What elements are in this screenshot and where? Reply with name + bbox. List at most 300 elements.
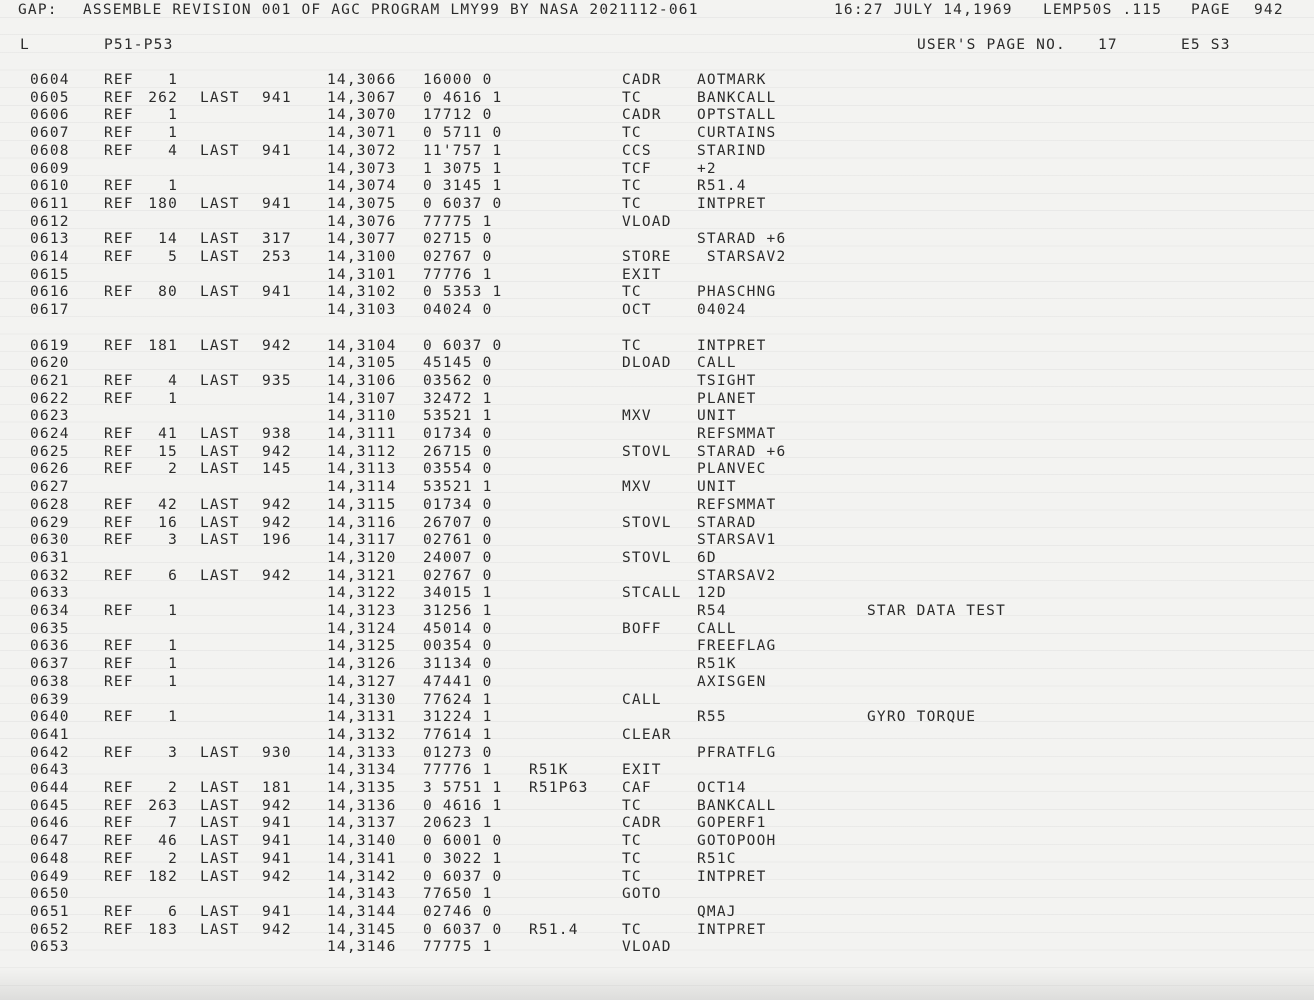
listing-row bbox=[0, 461, 1314, 478]
operand: AOTMARK bbox=[697, 72, 767, 88]
opcode: MXV bbox=[622, 479, 652, 496]
octal-value: 0 6001 0 bbox=[423, 833, 503, 850]
operand: OPTSTALL bbox=[697, 107, 777, 124]
line-number: 0625 bbox=[30, 443, 70, 460]
ref-keyword: REF bbox=[104, 744, 134, 761]
operand: STARSAV2 bbox=[697, 249, 787, 265]
last-keyword: LAST bbox=[200, 532, 240, 549]
listing-row bbox=[0, 674, 1314, 691]
ref-count: 1 bbox=[168, 72, 178, 88]
address: 14,3114 bbox=[327, 479, 397, 496]
ref-count: 41 bbox=[158, 426, 178, 442]
operand: PLANVEC bbox=[697, 461, 767, 478]
address: 14,3072 bbox=[327, 142, 397, 159]
ref-count: 4 bbox=[168, 142, 178, 159]
line-number: 0615 bbox=[30, 266, 70, 283]
last-page: 941 bbox=[262, 833, 292, 850]
last-keyword: LAST bbox=[200, 496, 240, 513]
opcode: CCS bbox=[622, 142, 652, 159]
ref-keyword: REF bbox=[104, 850, 134, 867]
line-number: 0607 bbox=[30, 125, 70, 142]
listing-row bbox=[0, 479, 1314, 496]
opcode: TC bbox=[622, 195, 642, 212]
ref-keyword: REF bbox=[104, 673, 134, 690]
ref-count: 4 bbox=[168, 372, 178, 389]
opcode: STORE bbox=[622, 249, 672, 265]
address: 14,3131 bbox=[327, 709, 397, 726]
operand: BANKCALL bbox=[697, 89, 777, 106]
address: 14,3111 bbox=[327, 426, 397, 442]
octal-value: 0 3145 1 bbox=[423, 178, 503, 195]
line-number: 0614 bbox=[30, 249, 70, 265]
last-page: 942 bbox=[262, 567, 292, 584]
line-number: 0643 bbox=[30, 762, 70, 779]
address: 14,3074 bbox=[327, 178, 397, 195]
operand: REFSMMAT bbox=[697, 426, 777, 442]
listing-row bbox=[0, 107, 1314, 124]
last-keyword: LAST bbox=[200, 231, 240, 248]
address: 14,3104 bbox=[327, 337, 397, 354]
octal-value: 03554 0 bbox=[423, 461, 493, 478]
octal-value: 34015 1 bbox=[423, 585, 493, 602]
ref-count: 181 bbox=[148, 337, 178, 354]
listing-row bbox=[0, 568, 1314, 585]
octal-value: 0 5353 1 bbox=[423, 284, 503, 301]
ref-count: 14 bbox=[158, 231, 178, 248]
address: 14,3102 bbox=[327, 284, 397, 301]
ref-count: 1 bbox=[168, 656, 178, 673]
line-number: 0627 bbox=[30, 479, 70, 496]
octal-value: 16000 0 bbox=[423, 72, 493, 88]
listing-row bbox=[0, 603, 1314, 620]
opcode: TC bbox=[622, 337, 642, 354]
ref-count: 3 bbox=[168, 532, 178, 549]
octal-value: 0 6037 0 bbox=[423, 337, 503, 354]
listing-row bbox=[0, 408, 1314, 425]
octal-value: 3 5751 1 bbox=[423, 780, 503, 796]
octal-value: 31256 1 bbox=[423, 603, 493, 619]
ref-count: 1 bbox=[168, 709, 178, 726]
last-page: 941 bbox=[262, 850, 292, 867]
assembly-datetime: 16:27 JULY 14,1969 bbox=[834, 2, 1013, 18]
ref-keyword: REF bbox=[104, 603, 134, 619]
last-keyword: LAST bbox=[200, 284, 240, 301]
users-page-label: USER'S PAGE NO. bbox=[917, 37, 1066, 53]
opcode: CADR bbox=[622, 72, 662, 88]
line-number: 0633 bbox=[30, 585, 70, 602]
operand: R51K bbox=[697, 656, 737, 673]
assembly-title: ASSEMBLE REVISION 001 OF AGC PROGRAM LMY99 BY NASA 2021112-061 bbox=[83, 2, 699, 18]
address: 14,3146 bbox=[327, 939, 397, 956]
line-number: 0623 bbox=[30, 408, 70, 425]
listing-row bbox=[0, 231, 1314, 248]
ref-keyword: REF bbox=[104, 567, 134, 584]
last-keyword: LAST bbox=[200, 903, 240, 920]
octal-value: 0 6037 0 bbox=[423, 195, 503, 212]
address: 14,3137 bbox=[327, 815, 397, 832]
column-l-label: L bbox=[20, 37, 30, 53]
address: 14,3073 bbox=[327, 160, 397, 177]
address: 14,3067 bbox=[327, 89, 397, 106]
octal-value: 26715 0 bbox=[423, 443, 493, 460]
octal-value: 00354 0 bbox=[423, 638, 493, 655]
ref-keyword: REF bbox=[104, 709, 134, 726]
line-number: 0619 bbox=[30, 337, 70, 354]
ref-count: 182 bbox=[148, 868, 178, 885]
listing-row bbox=[0, 833, 1314, 850]
octal-value: 02746 0 bbox=[423, 903, 493, 920]
operand: PFRATFLG bbox=[697, 744, 777, 761]
opcode: TC bbox=[622, 921, 642, 938]
ref-keyword: REF bbox=[104, 142, 134, 159]
last-keyword: LAST bbox=[200, 142, 240, 159]
listing-row bbox=[0, 391, 1314, 408]
address: 14,3125 bbox=[327, 638, 397, 655]
octal-value: 45014 0 bbox=[423, 620, 493, 637]
operand: UNIT bbox=[697, 408, 737, 425]
ref-keyword: REF bbox=[104, 426, 134, 442]
octal-value: 77775 1 bbox=[423, 939, 493, 956]
ref-keyword: REF bbox=[104, 231, 134, 248]
last-keyword: LAST bbox=[200, 337, 240, 354]
octal-value: 02767 0 bbox=[423, 567, 493, 584]
address: 14,3123 bbox=[327, 603, 397, 619]
octal-value: 02715 0 bbox=[423, 231, 493, 248]
octal-value: 0 3022 1 bbox=[423, 850, 503, 867]
listing-row bbox=[0, 656, 1314, 673]
operand: +2 bbox=[697, 160, 717, 177]
line-number: 0617 bbox=[30, 302, 70, 319]
opcode: TC bbox=[622, 178, 642, 195]
line-number: 0622 bbox=[30, 390, 70, 407]
ref-keyword: REF bbox=[104, 390, 134, 407]
address: 14,3070 bbox=[327, 107, 397, 124]
listing-row bbox=[0, 886, 1314, 903]
listing-row bbox=[0, 444, 1314, 461]
last-keyword: LAST bbox=[200, 850, 240, 867]
ref-keyword: REF bbox=[104, 797, 134, 814]
address: 14,3135 bbox=[327, 780, 397, 796]
line-number: 0605 bbox=[30, 89, 70, 106]
address: 14,3110 bbox=[327, 408, 397, 425]
ref-keyword: REF bbox=[104, 461, 134, 478]
line-number: 0606 bbox=[30, 107, 70, 124]
listing-row bbox=[0, 780, 1314, 797]
ref-keyword: REF bbox=[104, 249, 134, 265]
last-keyword: LAST bbox=[200, 461, 240, 478]
last-page: 942 bbox=[262, 443, 292, 460]
ref-keyword: REF bbox=[104, 195, 134, 212]
last-keyword: LAST bbox=[200, 514, 240, 531]
octal-value: 32472 1 bbox=[423, 390, 493, 407]
last-keyword: LAST bbox=[200, 372, 240, 389]
listing-row bbox=[0, 745, 1314, 762]
opcode: TC bbox=[622, 284, 642, 301]
last-page: 941 bbox=[262, 815, 292, 832]
opcode: CADR bbox=[622, 815, 662, 832]
last-keyword: LAST bbox=[200, 249, 240, 265]
ref-count: 6 bbox=[168, 567, 178, 584]
operand: 04024 bbox=[697, 302, 747, 319]
address: 14,3075 bbox=[327, 195, 397, 212]
ref-count: 262 bbox=[148, 89, 178, 106]
last-page: 942 bbox=[262, 514, 292, 531]
operand: OCT14 bbox=[697, 780, 747, 796]
last-keyword: LAST bbox=[200, 797, 240, 814]
octal-value: 45145 0 bbox=[423, 355, 493, 372]
address: 14,3105 bbox=[327, 355, 397, 372]
octal-value: 02761 0 bbox=[423, 532, 493, 549]
octal-value: 03562 0 bbox=[423, 372, 493, 389]
line-number: 0608 bbox=[30, 142, 70, 159]
operand: CURTAINS bbox=[697, 125, 777, 142]
opcode: TC bbox=[622, 797, 642, 814]
address: 14,3124 bbox=[327, 620, 397, 637]
listing-row bbox=[0, 532, 1314, 549]
address: 14,3132 bbox=[327, 726, 397, 743]
ref-keyword: REF bbox=[104, 532, 134, 549]
line-number: 0611 bbox=[30, 195, 70, 212]
octal-value: 31134 0 bbox=[423, 656, 493, 673]
opcode: STCALL bbox=[622, 585, 682, 602]
address: 14,3106 bbox=[327, 372, 397, 389]
address: 14,3141 bbox=[327, 850, 397, 867]
octal-value: 77775 1 bbox=[423, 213, 493, 230]
operand: TSIGHT bbox=[697, 372, 757, 389]
address: 14,3115 bbox=[327, 496, 397, 513]
octal-value: 77776 1 bbox=[423, 762, 493, 779]
last-page: 935 bbox=[262, 372, 292, 389]
line-number: 0632 bbox=[30, 567, 70, 584]
listing-row bbox=[0, 585, 1314, 602]
last-page: 938 bbox=[262, 426, 292, 442]
ref-count: 15 bbox=[158, 443, 178, 460]
listing-row bbox=[0, 727, 1314, 744]
last-page: 196 bbox=[262, 532, 292, 549]
operand: R51C bbox=[697, 850, 737, 867]
ref-count: 263 bbox=[148, 797, 178, 814]
last-page: 941 bbox=[262, 903, 292, 920]
listing-row bbox=[0, 249, 1314, 266]
listing-row bbox=[0, 178, 1314, 195]
line-number: 0648 bbox=[30, 850, 70, 867]
last-page: 253 bbox=[262, 249, 292, 265]
octal-value: 04024 0 bbox=[423, 302, 493, 319]
operand: R54 bbox=[697, 603, 727, 619]
operand: CALL bbox=[697, 355, 737, 372]
ref-count: 80 bbox=[158, 284, 178, 301]
opcode: EXIT bbox=[622, 266, 662, 283]
address: 14,3100 bbox=[327, 249, 397, 265]
line-number: 0647 bbox=[30, 833, 70, 850]
ref-count: 5 bbox=[168, 249, 178, 265]
ref-count: 183 bbox=[148, 921, 178, 938]
last-page: 942 bbox=[262, 496, 292, 513]
last-page: 145 bbox=[262, 461, 292, 478]
operand: QMAJ bbox=[697, 903, 737, 920]
last-keyword: LAST bbox=[200, 567, 240, 584]
address: 14,3122 bbox=[327, 585, 397, 602]
operand: R55 bbox=[697, 709, 727, 726]
ref-count: 16 bbox=[158, 514, 178, 531]
ref-keyword: REF bbox=[104, 372, 134, 389]
last-keyword: LAST bbox=[200, 426, 240, 442]
address: 14,3112 bbox=[327, 443, 397, 460]
ref-keyword: REF bbox=[104, 514, 134, 531]
operand: CALL bbox=[697, 620, 737, 637]
address: 14,3133 bbox=[327, 744, 397, 761]
address: 14,3121 bbox=[327, 567, 397, 584]
octal-value: 17712 0 bbox=[423, 107, 493, 124]
listing-row bbox=[0, 815, 1314, 832]
symbol-label: R51P63 bbox=[529, 780, 589, 796]
opcode: CAF bbox=[622, 780, 652, 796]
operand: 6D bbox=[697, 549, 717, 566]
last-keyword: LAST bbox=[200, 744, 240, 761]
ref-count: 46 bbox=[158, 833, 178, 850]
line-number: 0645 bbox=[30, 797, 70, 814]
listing-row bbox=[0, 426, 1314, 443]
ref-count: 2 bbox=[168, 461, 178, 478]
octal-value: 0 6037 0 bbox=[423, 868, 503, 885]
operand: GOTOPOOH bbox=[697, 833, 777, 850]
operand: R51.4 bbox=[697, 178, 747, 195]
ref-keyword: REF bbox=[104, 125, 134, 142]
ref-keyword: REF bbox=[104, 72, 134, 88]
address: 14,3113 bbox=[327, 461, 397, 478]
line-number: 0651 bbox=[30, 903, 70, 920]
line-number: 0646 bbox=[30, 815, 70, 832]
address: 14,3120 bbox=[327, 549, 397, 566]
last-page: 942 bbox=[262, 797, 292, 814]
octal-value: 0 6037 0 bbox=[423, 921, 503, 938]
ref-keyword: REF bbox=[104, 780, 134, 796]
operand: AXISGEN bbox=[697, 673, 767, 690]
operand: FREEFLAG bbox=[697, 638, 777, 655]
listing-row bbox=[0, 161, 1314, 178]
section-name: P51-P53 bbox=[104, 37, 174, 53]
line-number: 0634 bbox=[30, 603, 70, 619]
octal-value: 47441 0 bbox=[423, 673, 493, 690]
line-number: 0631 bbox=[30, 549, 70, 566]
line-number: 0629 bbox=[30, 514, 70, 531]
address: 14,3136 bbox=[327, 797, 397, 814]
last-keyword: LAST bbox=[200, 780, 240, 796]
operand: STARIND bbox=[697, 142, 767, 159]
line-number: 0637 bbox=[30, 656, 70, 673]
opcode: TC bbox=[622, 125, 642, 142]
address: 14,3130 bbox=[327, 691, 397, 708]
operand: STARAD +6 bbox=[697, 443, 787, 460]
ref-count: 180 bbox=[148, 195, 178, 212]
operand: INTPRET bbox=[697, 921, 767, 938]
address: 14,3107 bbox=[327, 390, 397, 407]
line-number: 0626 bbox=[30, 461, 70, 478]
operand: STARAD bbox=[697, 514, 757, 531]
address: 14,3126 bbox=[327, 656, 397, 673]
line-number: 0628 bbox=[30, 496, 70, 513]
last-page: 942 bbox=[262, 868, 292, 885]
operand: STARAD +6 bbox=[697, 231, 787, 248]
ref-keyword: REF bbox=[104, 656, 134, 673]
listing-row bbox=[0, 692, 1314, 709]
octal-value: 0 4616 1 bbox=[423, 89, 503, 106]
line-number: 0639 bbox=[30, 691, 70, 708]
page-header bbox=[0, 2, 1314, 20]
operand: PLANET bbox=[697, 390, 757, 407]
last-page: 942 bbox=[262, 337, 292, 354]
ref-keyword: REF bbox=[104, 443, 134, 460]
operand: UNIT bbox=[697, 479, 737, 496]
line-number: 0641 bbox=[30, 726, 70, 743]
ref-keyword: REF bbox=[104, 107, 134, 124]
line-number: 0640 bbox=[30, 709, 70, 726]
opcode: TC bbox=[622, 833, 642, 850]
line-number: 0636 bbox=[30, 638, 70, 655]
last-keyword: LAST bbox=[200, 443, 240, 460]
ref-keyword: REF bbox=[104, 337, 134, 354]
address: 14,3142 bbox=[327, 868, 397, 885]
operand: INTPRET bbox=[697, 337, 767, 354]
opcode: VLOAD bbox=[622, 939, 672, 956]
ref-count: 2 bbox=[168, 780, 178, 796]
symbol-label: R51K bbox=[529, 762, 569, 779]
operand: GOPERF1 bbox=[697, 815, 767, 832]
line-number: 0612 bbox=[30, 213, 70, 230]
opcode: EXIT bbox=[622, 762, 662, 779]
ref-count: 3 bbox=[168, 744, 178, 761]
address: 14,3103 bbox=[327, 302, 397, 319]
address: 14,3140 bbox=[327, 833, 397, 850]
address: 14,3101 bbox=[327, 266, 397, 283]
operand: INTPRET bbox=[697, 868, 767, 885]
opcode: CALL bbox=[622, 691, 662, 708]
listing-row bbox=[0, 143, 1314, 160]
listing-row bbox=[0, 939, 1314, 956]
ref-keyword: REF bbox=[104, 833, 134, 850]
ref-count: 42 bbox=[158, 496, 178, 513]
ref-count: 1 bbox=[168, 673, 178, 690]
last-page: 930 bbox=[262, 744, 292, 761]
address: 14,3066 bbox=[327, 72, 397, 88]
line-number: 0620 bbox=[30, 355, 70, 372]
listing-row bbox=[0, 302, 1314, 319]
page-label: PAGE bbox=[1191, 2, 1231, 18]
listing-row bbox=[0, 798, 1314, 815]
address: 14,3117 bbox=[327, 532, 397, 549]
page-number: 942 bbox=[1254, 2, 1284, 18]
opcode: GOTO bbox=[622, 886, 662, 903]
opcode: STOVL bbox=[622, 443, 672, 460]
octal-value: 20623 1 bbox=[423, 815, 493, 832]
line-number: 0624 bbox=[30, 426, 70, 442]
opcode: CADR bbox=[622, 107, 662, 124]
listing-row bbox=[0, 196, 1314, 213]
opcode: VLOAD bbox=[622, 213, 672, 230]
page-edge-shadow bbox=[0, 968, 1314, 1000]
last-page: 181 bbox=[262, 780, 292, 796]
address: 14,3134 bbox=[327, 762, 397, 779]
operand: BANKCALL bbox=[697, 797, 777, 814]
opcode: CLEAR bbox=[622, 726, 672, 743]
line-number: 0650 bbox=[30, 886, 70, 903]
last-keyword: LAST bbox=[200, 89, 240, 106]
opcode: TC bbox=[622, 850, 642, 867]
listing-row bbox=[0, 515, 1314, 532]
opcode: TC bbox=[622, 89, 642, 106]
section-code: E5 S3 bbox=[1181, 37, 1231, 53]
octal-value: 01734 0 bbox=[423, 426, 493, 442]
